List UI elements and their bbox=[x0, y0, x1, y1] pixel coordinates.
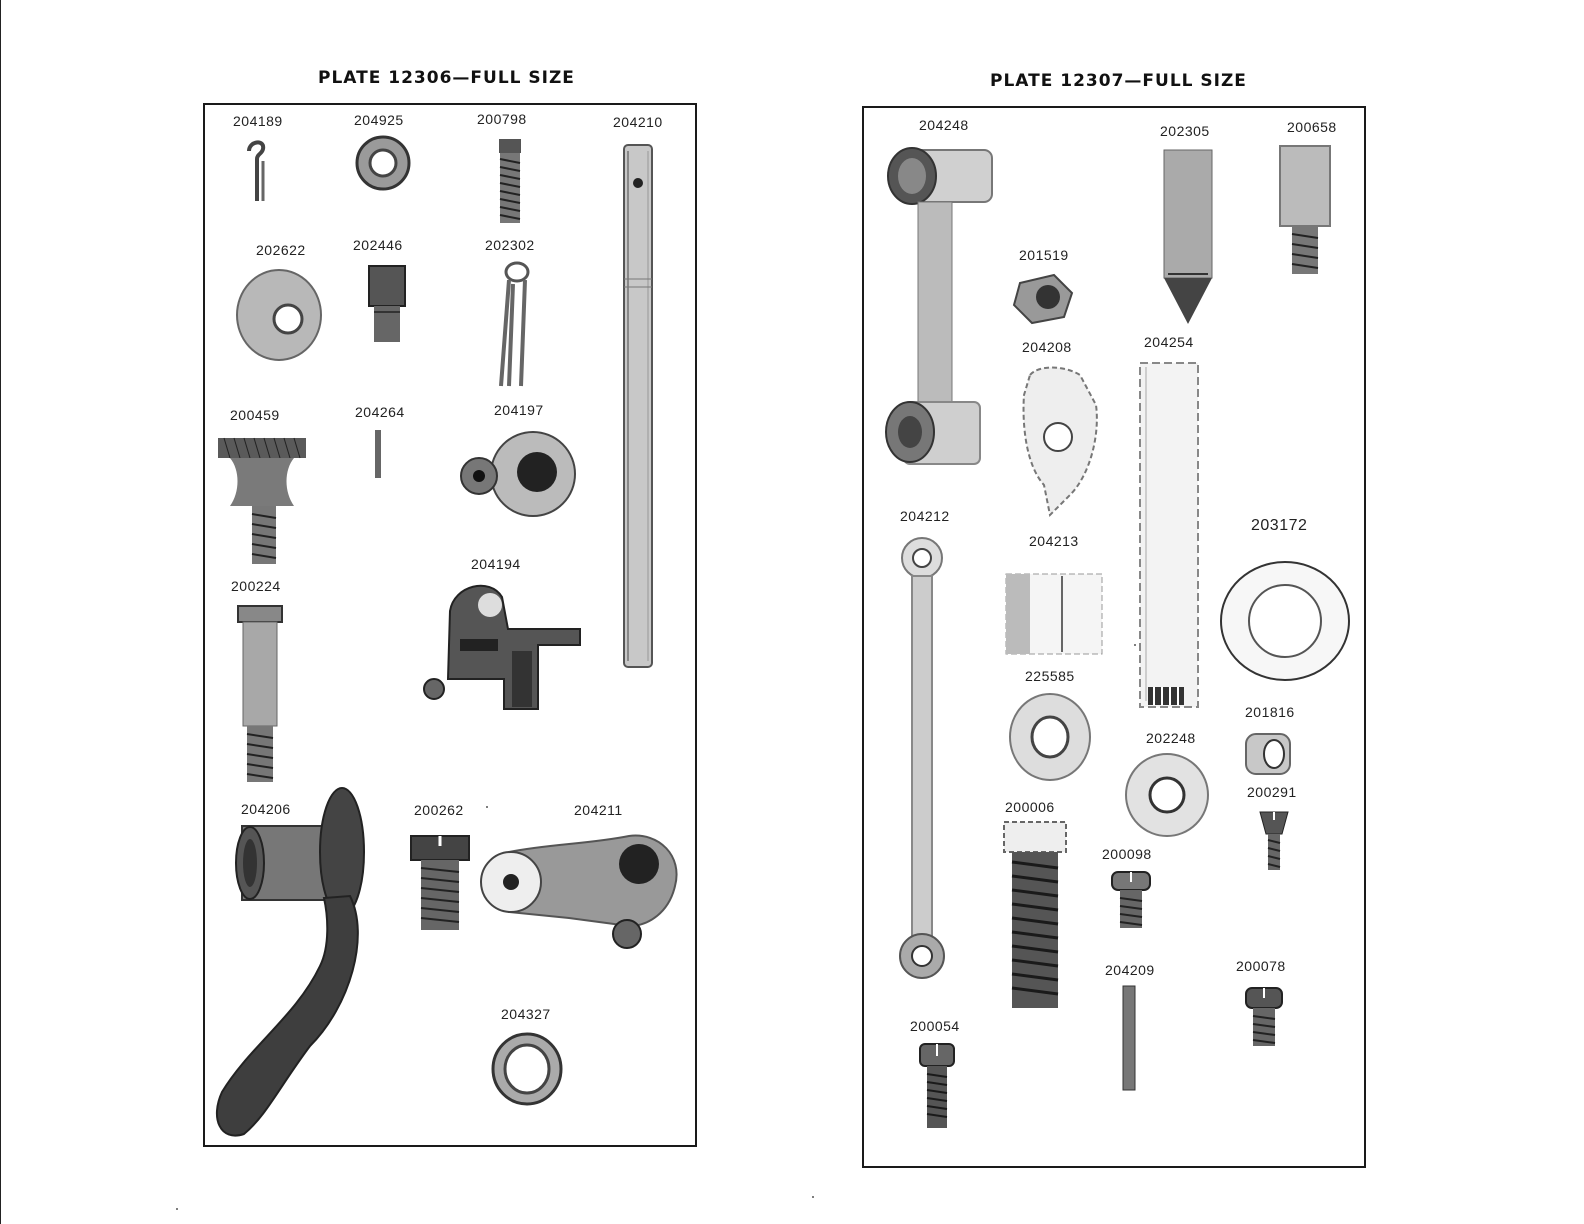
part-label-204208: 204208 bbox=[1022, 339, 1072, 355]
part-label-204206: 204206 bbox=[241, 801, 291, 817]
print-speck bbox=[1134, 644, 1136, 646]
washer-204925 bbox=[355, 135, 411, 191]
part-label-204925: 204925 bbox=[354, 112, 404, 128]
pin-204264 bbox=[374, 430, 382, 478]
part-label-200078: 200078 bbox=[1236, 958, 1286, 974]
print-speck bbox=[176, 1208, 178, 1210]
shoulder-screw-200224 bbox=[235, 600, 285, 784]
washer-225585 bbox=[1008, 692, 1092, 782]
part-label-204197: 204197 bbox=[494, 402, 544, 418]
part-label-204254: 204254 bbox=[1144, 334, 1194, 350]
set-collar-204197 bbox=[455, 430, 579, 520]
washer-202248 bbox=[1124, 752, 1210, 838]
part-label-202622: 202622 bbox=[256, 242, 306, 258]
part-label-204213: 204213 bbox=[1029, 533, 1079, 549]
screw-200798 bbox=[497, 137, 523, 225]
link-204211 bbox=[479, 830, 679, 954]
plate-12306-title: PLATE 12306—FULL SIZE bbox=[318, 68, 575, 88]
part-label-201816: 201816 bbox=[1245, 704, 1295, 720]
screw-200054 bbox=[918, 1042, 956, 1130]
part-label-202302: 202302 bbox=[485, 237, 535, 253]
print-speck bbox=[812, 1196, 814, 1198]
thumb-screw-200459 bbox=[214, 436, 310, 566]
nut-201519 bbox=[1012, 273, 1076, 325]
bracket-204194 bbox=[420, 575, 582, 721]
part-label-200006: 200006 bbox=[1005, 799, 1055, 815]
part-label-200658: 200658 bbox=[1287, 119, 1337, 135]
pin-204209 bbox=[1122, 986, 1136, 1090]
collar-201816 bbox=[1244, 730, 1292, 778]
part-label-204248: 204248 bbox=[919, 117, 969, 133]
part-label-204212: 204212 bbox=[900, 508, 950, 524]
part-label-200291: 200291 bbox=[1247, 784, 1297, 800]
part-label-204264: 204264 bbox=[355, 404, 405, 420]
screw-200006 bbox=[1002, 820, 1068, 1010]
part-label-200054: 200054 bbox=[910, 1018, 960, 1034]
plate-12307-title: PLATE 12307—FULL SIZE bbox=[990, 71, 1247, 91]
crank-handle-204206 bbox=[210, 786, 400, 1141]
plate-12307-frame bbox=[862, 106, 1366, 1168]
part-label-201519: 201519 bbox=[1019, 247, 1069, 263]
print-speck bbox=[486, 806, 488, 808]
collar-202446 bbox=[367, 264, 407, 344]
bracket-204208 bbox=[1020, 365, 1100, 517]
part-label-200262: 200262 bbox=[414, 802, 464, 818]
bearing-arm-204248 bbox=[884, 146, 994, 470]
part-label-204327: 204327 bbox=[501, 1006, 551, 1022]
part-label-200224: 200224 bbox=[231, 578, 281, 594]
lock-washer-204327 bbox=[489, 1030, 565, 1108]
washer-203172 bbox=[1219, 560, 1351, 682]
part-label-204194: 204194 bbox=[471, 556, 521, 572]
part-label-202305: 202305 bbox=[1160, 123, 1210, 139]
part-label-202446: 202446 bbox=[353, 237, 403, 253]
page-edge-line bbox=[0, 0, 1, 1224]
part-label-202248: 202248 bbox=[1146, 730, 1196, 746]
part-label-203172: 203172 bbox=[1251, 517, 1308, 534]
screw-200078 bbox=[1244, 986, 1284, 1048]
part-label-200459: 200459 bbox=[230, 407, 280, 423]
hook-pin-204189 bbox=[243, 137, 273, 205]
screw-200262 bbox=[409, 832, 471, 932]
rod-204210 bbox=[618, 141, 658, 671]
screw-200098 bbox=[1110, 870, 1152, 930]
part-label-204210: 204210 bbox=[613, 114, 663, 130]
plate-12306-frame bbox=[203, 103, 697, 1147]
cone-point-202305 bbox=[1158, 148, 1218, 328]
shaft-204254 bbox=[1136, 361, 1206, 711]
cotter-pin-202302 bbox=[497, 260, 537, 390]
part-label-200798: 200798 bbox=[477, 111, 527, 127]
connecting-link-204212 bbox=[896, 536, 948, 984]
part-label-204189: 204189 bbox=[233, 113, 283, 129]
washer-202622 bbox=[235, 268, 323, 362]
stud-200658 bbox=[1278, 144, 1332, 276]
part-label-204209: 204209 bbox=[1105, 962, 1155, 978]
part-label-200098: 200098 bbox=[1102, 846, 1152, 862]
screw-200291 bbox=[1258, 808, 1290, 872]
part-label-204211: 204211 bbox=[574, 802, 623, 818]
sleeve-204213 bbox=[1004, 570, 1106, 656]
part-label-225585: 225585 bbox=[1025, 668, 1075, 684]
